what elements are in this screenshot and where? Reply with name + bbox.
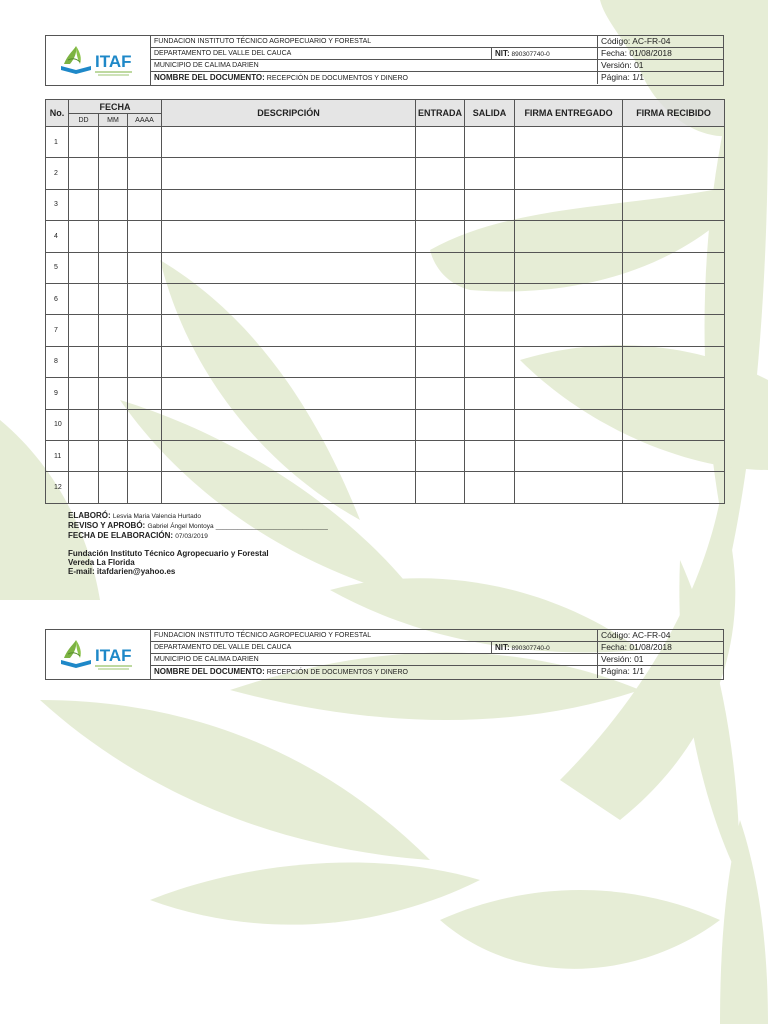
cell-aaaa[interactable] bbox=[128, 346, 162, 377]
column-header-aaaa: AAAA bbox=[128, 114, 162, 127]
cell-firma-entregado[interactable] bbox=[515, 252, 623, 283]
cell-descripcion[interactable] bbox=[162, 378, 416, 409]
cell-entrada[interactable] bbox=[416, 409, 465, 440]
cell-firma-recibido[interactable] bbox=[623, 221, 725, 252]
institution-name: FUNDACION INSTITUTO TÉCNICO AGROPECUARIO Y FORESTAL bbox=[151, 630, 597, 642]
cell-firma-entregado[interactable] bbox=[515, 346, 623, 377]
nit-label: NIT: bbox=[495, 643, 510, 652]
cell-aaaa[interactable] bbox=[128, 189, 162, 220]
cell-salida[interactable] bbox=[465, 189, 515, 220]
department-name: DEPARTAMENTO DEL VALLE DEL CAUCA bbox=[151, 642, 597, 654]
cell-firma-recibido[interactable] bbox=[623, 472, 725, 503]
cell-aaaa[interactable] bbox=[128, 472, 162, 503]
column-header-firma-entregado: FIRMA ENTREGADO bbox=[515, 100, 623, 127]
doc-name-label: NOMBRE DEL DOCUMENTO: bbox=[154, 667, 265, 676]
cell-entrada[interactable] bbox=[416, 221, 465, 252]
table-row bbox=[46, 158, 725, 189]
cell-firma-recibido[interactable] bbox=[623, 378, 725, 409]
cell-descripcion[interactable] bbox=[162, 315, 416, 346]
cell-salida[interactable] bbox=[465, 440, 515, 471]
cell-mm[interactable] bbox=[99, 472, 128, 503]
cell-descripcion[interactable] bbox=[162, 283, 416, 314]
cell-aaaa[interactable] bbox=[128, 221, 162, 252]
row-number: 10 bbox=[46, 409, 69, 440]
cell-salida[interactable] bbox=[465, 283, 515, 314]
cell-entrada[interactable] bbox=[416, 158, 465, 189]
cell-mm[interactable] bbox=[99, 252, 128, 283]
cell-dd[interactable] bbox=[69, 252, 99, 283]
document-page: Página: 1/1 bbox=[597, 72, 723, 84]
nit-value: 890307740-0 bbox=[511, 51, 550, 58]
cell-entrada[interactable] bbox=[416, 346, 465, 377]
cell-aaaa[interactable] bbox=[128, 252, 162, 283]
municipality-name: MUNICIPIO DE CALIMA DARIEN bbox=[151, 654, 597, 666]
svg-text:ITAF: ITAF bbox=[95, 646, 132, 665]
doc-name-label: NOMBRE DEL DOCUMENTO: bbox=[154, 73, 265, 82]
cell-descripcion[interactable] bbox=[162, 252, 416, 283]
reviso-label: REVISO Y APROBÓ: bbox=[68, 521, 146, 530]
cell-firma-entregado[interactable] bbox=[515, 189, 623, 220]
table-row bbox=[46, 315, 725, 346]
cell-entrada[interactable] bbox=[416, 378, 465, 409]
cell-firma-recibido[interactable] bbox=[623, 189, 725, 220]
cell-salida[interactable] bbox=[465, 315, 515, 346]
row-number: 6 bbox=[46, 283, 69, 314]
cell-dd[interactable] bbox=[69, 189, 99, 220]
cell-descripcion[interactable] bbox=[162, 221, 416, 252]
elaboro-label: ELABORÓ: bbox=[68, 511, 111, 520]
cell-descripcion[interactable] bbox=[162, 189, 416, 220]
cell-salida[interactable] bbox=[465, 127, 515, 158]
document-page: Página: 1/1 bbox=[597, 666, 723, 678]
cell-firma-recibido[interactable] bbox=[623, 252, 725, 283]
cell-mm[interactable] bbox=[99, 440, 128, 471]
document-date: Fecha: 01/08/2018 bbox=[597, 642, 723, 654]
cell-dd[interactable] bbox=[69, 346, 99, 377]
row-number: 1 bbox=[46, 127, 69, 158]
nit-value: 890307740-0 bbox=[511, 645, 550, 652]
fecha-elaboracion-line bbox=[68, 531, 328, 541]
elaboro-line bbox=[68, 511, 328, 521]
cell-entrada[interactable] bbox=[416, 440, 465, 471]
table-row bbox=[46, 440, 725, 471]
column-header-no: No. bbox=[46, 100, 69, 127]
cell-aaaa[interactable] bbox=[128, 283, 162, 314]
row-number: 2 bbox=[46, 158, 69, 189]
column-header-entrada: ENTRADA bbox=[416, 100, 465, 127]
document-name bbox=[151, 666, 597, 678]
cell-firma-entregado[interactable] bbox=[515, 158, 623, 189]
fecha-elaboracion-value: 07/03/2019 bbox=[175, 533, 208, 540]
cell-mm[interactable] bbox=[99, 127, 128, 158]
cell-mm[interactable] bbox=[99, 315, 128, 346]
cell-dd[interactable] bbox=[69, 127, 99, 158]
nit-field bbox=[491, 48, 597, 60]
organization-name: Fundación Instituto Técnico Agropecuario y Forestal bbox=[68, 549, 269, 558]
column-header-descripcion: DESCRIPCIÓN bbox=[162, 100, 416, 127]
cell-entrada[interactable] bbox=[416, 472, 465, 503]
organization-address: Vereda La Florida bbox=[68, 558, 135, 567]
table-row bbox=[46, 472, 725, 503]
row-number: 3 bbox=[46, 189, 69, 220]
cell-firma-recibido[interactable] bbox=[623, 315, 725, 346]
fecha-elaboracion-label: FECHA DE ELABORACIÓN: bbox=[68, 531, 174, 540]
department-name: DEPARTAMENTO DEL VALLE DEL CAUCA bbox=[151, 48, 597, 60]
cell-dd[interactable] bbox=[69, 221, 99, 252]
cell-salida[interactable] bbox=[465, 252, 515, 283]
itaf-logo bbox=[46, 36, 151, 85]
cell-aaaa[interactable] bbox=[128, 409, 162, 440]
column-header-salida: SALIDA bbox=[465, 100, 515, 127]
cell-entrada[interactable] bbox=[416, 252, 465, 283]
cell-entrada[interactable] bbox=[416, 283, 465, 314]
row-number: 9 bbox=[46, 378, 69, 409]
cell-entrada[interactable] bbox=[416, 127, 465, 158]
reviso-value: Gabriel Ángel Montoya bbox=[147, 523, 214, 530]
document-code: Código: AC-FR-04 bbox=[597, 36, 723, 48]
row-number: 4 bbox=[46, 221, 69, 252]
doc-name-value: RECEPCIÓN DE DOCUMENTOS Y DINERO bbox=[266, 75, 408, 82]
cell-aaaa[interactable] bbox=[128, 315, 162, 346]
records-table bbox=[45, 99, 725, 504]
cell-salida[interactable] bbox=[465, 346, 515, 377]
table-row bbox=[46, 252, 725, 283]
cell-firma-entregado[interactable] bbox=[515, 127, 623, 158]
cell-firma-recibido[interactable] bbox=[623, 127, 725, 158]
svg-text:ITAF: ITAF bbox=[95, 52, 132, 71]
cell-mm[interactable] bbox=[99, 189, 128, 220]
cell-salida[interactable] bbox=[465, 378, 515, 409]
signature-block bbox=[68, 511, 328, 576]
cell-dd[interactable] bbox=[69, 283, 99, 314]
elaboro-value: Lesvia Maria Valencia Hurtado bbox=[112, 513, 201, 520]
row-number: 11 bbox=[46, 440, 69, 471]
itaf-logo bbox=[46, 630, 151, 679]
document-name bbox=[151, 72, 597, 84]
table-row bbox=[46, 283, 725, 314]
cell-firma-recibido[interactable] bbox=[623, 346, 725, 377]
cell-salida[interactable] bbox=[465, 158, 515, 189]
cell-descripcion[interactable] bbox=[162, 440, 416, 471]
row-number: 7 bbox=[46, 315, 69, 346]
cell-descripcion[interactable] bbox=[162, 472, 416, 503]
cell-salida[interactable] bbox=[465, 221, 515, 252]
cell-dd[interactable] bbox=[69, 158, 99, 189]
cell-salida[interactable] bbox=[465, 409, 515, 440]
cell-aaaa[interactable] bbox=[128, 127, 162, 158]
cell-dd[interactable] bbox=[69, 378, 99, 409]
cell-descripcion[interactable] bbox=[162, 409, 416, 440]
cell-mm[interactable] bbox=[99, 346, 128, 377]
municipality-name: MUNICIPIO DE CALIMA DARIEN bbox=[151, 60, 597, 72]
cell-dd[interactable] bbox=[69, 472, 99, 503]
row-number: 5 bbox=[46, 252, 69, 283]
cell-aaaa[interactable] bbox=[128, 440, 162, 471]
reviso-line bbox=[68, 521, 328, 531]
cell-dd[interactable] bbox=[69, 440, 99, 471]
cell-firma-entregado[interactable] bbox=[515, 378, 623, 409]
column-header-fecha: FECHA bbox=[69, 100, 162, 114]
document-version: Versión: 01 bbox=[597, 654, 723, 666]
cell-mm[interactable] bbox=[99, 221, 128, 252]
table-row bbox=[46, 409, 725, 440]
document-version: Versión: 01 bbox=[597, 60, 723, 72]
cell-firma-recibido[interactable] bbox=[623, 158, 725, 189]
document-date: Fecha: 01/08/2018 bbox=[597, 48, 723, 60]
column-header-firma-recibido: FIRMA RECIBIDO bbox=[623, 100, 725, 127]
table-row bbox=[46, 346, 725, 377]
cell-firma-recibido[interactable] bbox=[623, 409, 725, 440]
document-header-repeat bbox=[45, 629, 724, 680]
row-number: 12 bbox=[46, 472, 69, 503]
cell-firma-entregado[interactable] bbox=[515, 315, 623, 346]
cell-descripcion[interactable] bbox=[162, 346, 416, 377]
column-header-dd: DD bbox=[69, 114, 99, 127]
cell-aaaa[interactable] bbox=[128, 158, 162, 189]
table-row bbox=[46, 189, 725, 220]
cell-descripcion[interactable] bbox=[162, 127, 416, 158]
cell-dd[interactable] bbox=[69, 315, 99, 346]
table-row bbox=[46, 221, 725, 252]
table-row bbox=[46, 378, 725, 409]
reviso-signature-line: _______________________________ bbox=[215, 523, 328, 530]
cell-mm[interactable] bbox=[99, 158, 128, 189]
cell-salida[interactable] bbox=[465, 472, 515, 503]
book-plant-icon bbox=[46, 630, 151, 679]
institution-name: FUNDACION INSTITUTO TÉCNICO AGROPECUARIO Y FORESTAL bbox=[151, 36, 597, 48]
document-header bbox=[45, 35, 724, 86]
cell-mm[interactable] bbox=[99, 409, 128, 440]
cell-firma-entregado[interactable] bbox=[515, 221, 623, 252]
cell-firma-recibido[interactable] bbox=[623, 283, 725, 314]
cell-firma-entregado[interactable] bbox=[515, 409, 623, 440]
cell-firma-entregado[interactable] bbox=[515, 472, 623, 503]
document-code: Código: AC-FR-04 bbox=[597, 630, 723, 642]
cell-entrada[interactable] bbox=[416, 315, 465, 346]
column-header-mm: MM bbox=[99, 114, 128, 127]
cell-dd[interactable] bbox=[69, 409, 99, 440]
cell-aaaa[interactable] bbox=[128, 378, 162, 409]
book-plant-icon bbox=[46, 36, 151, 85]
cell-descripcion[interactable] bbox=[162, 158, 416, 189]
nit-field bbox=[491, 642, 597, 654]
cell-entrada[interactable] bbox=[416, 189, 465, 220]
row-number: 8 bbox=[46, 346, 69, 377]
organization-email: E-mail: itafdarien@yahoo.es bbox=[68, 567, 176, 576]
cell-firma-recibido[interactable] bbox=[623, 440, 725, 471]
cell-firma-entregado[interactable] bbox=[515, 440, 623, 471]
cell-mm[interactable] bbox=[99, 378, 128, 409]
table-row bbox=[46, 127, 725, 158]
cell-firma-entregado[interactable] bbox=[515, 283, 623, 314]
doc-name-value: RECEPCIÓN DE DOCUMENTOS Y DINERO bbox=[266, 669, 408, 676]
cell-mm[interactable] bbox=[99, 283, 128, 314]
nit-label: NIT: bbox=[495, 49, 510, 58]
